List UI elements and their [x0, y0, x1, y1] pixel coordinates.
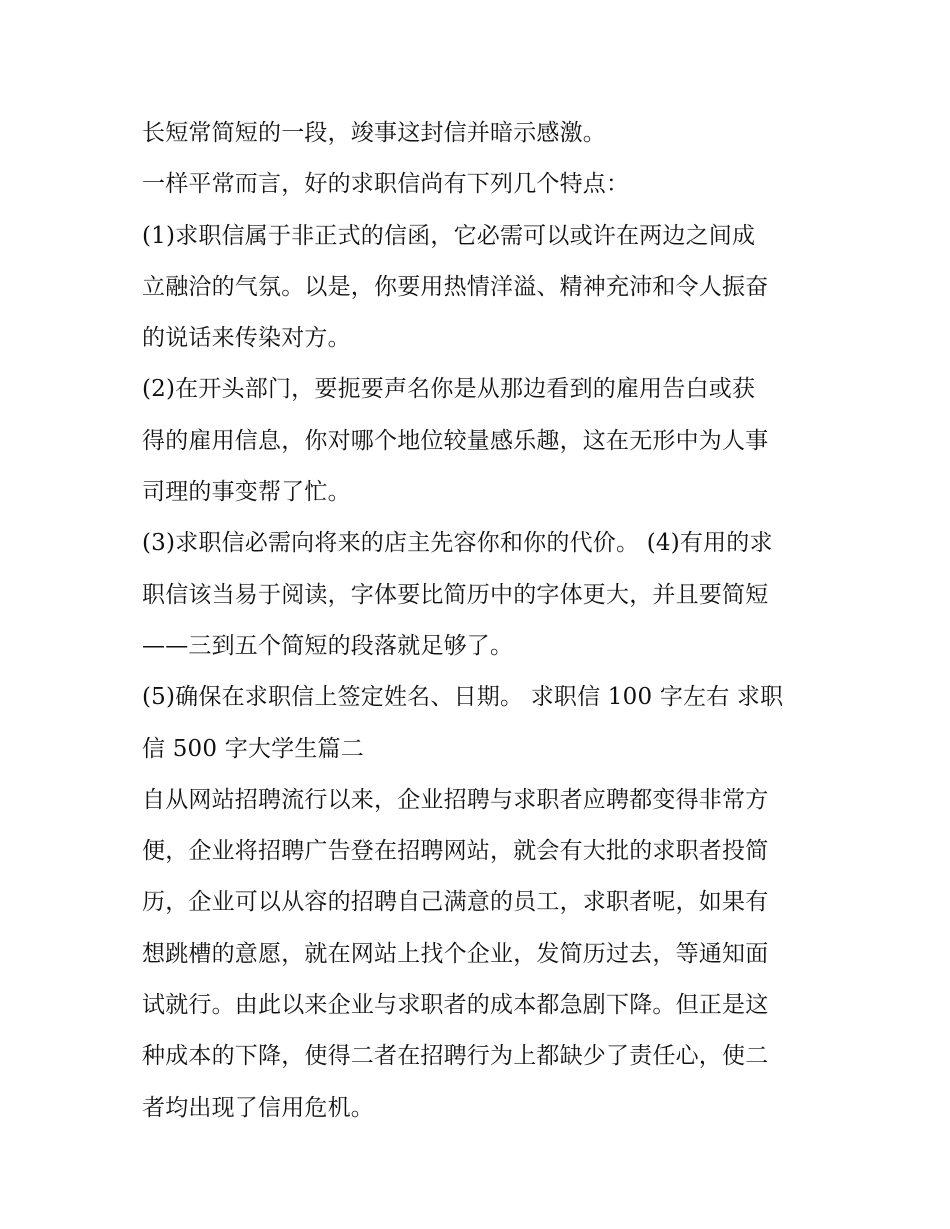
text-line: 想跳槽的意愿，就在网站上找个企业，发简历过去，等通知面: [142, 940, 769, 967]
text-line: (5)确保在求职信上签定姓名、日期。 求职信 100 字左右 求职: [142, 684, 784, 711]
text-line: 试就行。由此以来企业与求职者的成本都急剧下降。但正是这: [142, 992, 769, 1019]
text-line: 种成本的下降，使得二者在招聘行为上都缺少了责任心，使二: [142, 1043, 769, 1070]
text-line: 的说话来传染对方。: [142, 325, 351, 352]
text-line: (2)在开头部门，要扼要声名你是从那边看到的雇用告白或获: [142, 376, 756, 403]
text-line: 司理的事变帮了忙。: [142, 479, 351, 506]
text-line: 职信该当易于阅读，字体要比简历中的字体更大，并且要简短: [142, 581, 769, 608]
text-line: (3)求职信必需向将来的店主先容你和你的代价。 (4)有用的求: [142, 530, 773, 557]
text-line: 立融洽的气氛。以是，你要用热情洋溢、精神充沛和令人振奋: [142, 273, 769, 300]
text-line: 者均出现了信用危机。: [142, 1094, 374, 1121]
text-line: 便，企业将招聘广告登在招聘网站，就会有大批的求职者投简: [142, 838, 769, 865]
text-line: 得的雇用信息，你对哪个地位较量感乐趣，这在无形中为人事: [142, 427, 769, 454]
text-line: 信 500 字大学生篇二: [142, 735, 364, 762]
text-line: 自从网站招聘流行以来，企业招聘与求职者应聘都变得非常方: [142, 786, 769, 813]
text-line: (1)求职信属于非正式的信函，它必需可以或许在两边之间成: [142, 222, 756, 249]
text-line: 历，企业可以从容的招聘自己满意的员工，求职者呢，如果有: [142, 889, 769, 916]
body-text: [142, 108, 822, 1134]
text-line: ——三到五个简短的段落就足够了。: [142, 632, 514, 659]
text-line: 长短常简短的一段，竣事这封信并暗示感激。: [142, 120, 606, 146]
text-line: 一样平常而言，好的求职信尚有下列几个特点：: [142, 171, 630, 198]
